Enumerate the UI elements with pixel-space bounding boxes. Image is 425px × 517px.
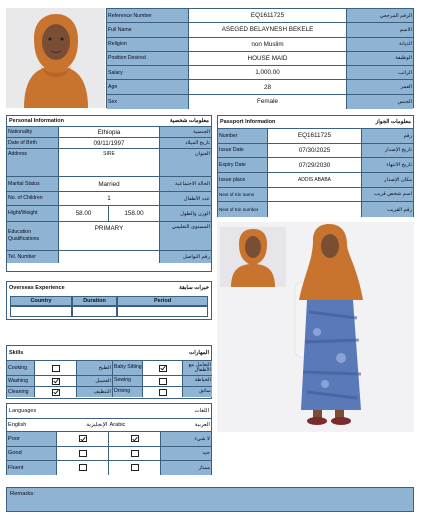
passport-info-row	[218, 129, 413, 144]
full-body-illustration	[217, 222, 414, 432]
passport-info-title-ar: معلومات الجواز	[375, 119, 411, 125]
top-info-label: Religion	[107, 38, 189, 51]
language-check-cell	[57, 447, 109, 461]
top-info-label-ar: الرقم المرجعي	[347, 9, 413, 22]
skill-label-ar: التعامل مع الأطفال	[183, 361, 212, 375]
arabic-level-checkbox[interactable]	[131, 450, 139, 457]
skill-check-cell	[35, 361, 77, 375]
skills-table	[6, 345, 212, 399]
top-info-value: Female	[189, 95, 347, 109]
top-info-label-ar: الوظيفة	[347, 52, 413, 65]
passport-info-value	[268, 202, 362, 217]
check-icon	[53, 389, 59, 395]
skill-checkbox[interactable]	[52, 378, 60, 385]
overseas-cell	[10, 306, 72, 317]
top-info-label: Age	[107, 80, 189, 93]
language-row	[7, 431, 211, 446]
top-info-row	[107, 80, 413, 94]
language-check-cell	[109, 461, 161, 475]
personal-info-label-ar: تاريخ الميلاد	[160, 138, 211, 148]
arabic-level-checkbox[interactable]	[131, 464, 139, 471]
languages-header	[7, 404, 211, 418]
personal-info-header	[7, 116, 211, 127]
passport-info-label-ar: تاريخ الإصدار	[362, 144, 413, 158]
passport-info-label-ar: تاريخ الانتهاء	[362, 158, 413, 172]
remarks-box	[6, 487, 414, 512]
personal-info-row	[7, 206, 211, 222]
passport-info-label-ar: رقم	[362, 129, 413, 143]
personal-info-label: No. of Children	[7, 192, 59, 205]
skills-header	[7, 346, 211, 359]
personal-info-label: Tel. Number	[7, 251, 59, 263]
top-info-table	[106, 8, 414, 108]
skills-row	[7, 375, 212, 386]
overseas-title-ar: خبرات سابقة	[179, 285, 209, 291]
personal-info-row	[7, 138, 211, 149]
english-level-checkbox[interactable]	[79, 435, 87, 442]
passport-info-row	[218, 158, 413, 173]
skills-title-ar: المهارات	[189, 349, 209, 356]
languages-title-ar: اللغات	[194, 408, 209, 414]
check-icon	[160, 365, 166, 371]
passport-info-value: ADDIS ABABA	[268, 173, 362, 187]
overseas-cell	[72, 306, 117, 317]
top-info-label-ar: الاسم	[347, 23, 413, 36]
personal-info-value: 1	[59, 192, 160, 205]
top-info-label-ar: الراتب	[347, 66, 413, 79]
portrait-photo	[6, 8, 105, 108]
top-info-label-ar: العمر	[347, 80, 413, 93]
languages-col-english: English	[7, 419, 57, 431]
personal-info-row	[7, 177, 211, 192]
personal-info-value: Married	[59, 177, 160, 191]
languages-table	[6, 403, 212, 475]
personal-info-label: Marital Status	[7, 177, 59, 191]
personal-info-row	[7, 192, 211, 206]
language-check-cell	[109, 432, 161, 446]
language-row	[7, 446, 211, 461]
personal-info-value: Ethiopia	[59, 127, 160, 137]
passport-info-row	[218, 144, 413, 159]
top-info-value: HOUSE MAID	[189, 52, 347, 65]
language-level-label: Fluent	[7, 461, 57, 475]
language-level-label: Poor	[7, 432, 57, 446]
skills-row	[7, 386, 212, 397]
top-info-row	[107, 95, 413, 109]
top-info-value: ASEGED BELAYNESH BEKELE	[189, 23, 347, 36]
skills-row	[7, 360, 212, 375]
passport-info-title: Passport Information	[220, 119, 276, 125]
languages-col-header	[7, 418, 211, 431]
personal-info-value	[59, 251, 160, 263]
skill-label-ar: الخياطة	[183, 376, 212, 386]
top-info-row	[107, 23, 413, 37]
passport-info-value	[268, 188, 362, 202]
personal-info-value: 09/11/1997	[59, 138, 160, 148]
top-info-label-ar: الديانة	[347, 38, 413, 51]
personal-info-table	[6, 115, 212, 272]
passport-info-label-ar: مكان الإصدار	[362, 173, 413, 187]
top-info-label: Salary	[107, 66, 189, 79]
passport-info-label-ar: رقم القريب	[362, 202, 413, 217]
top-info-label-ar: الجنس	[347, 95, 413, 109]
passport-info-row	[218, 173, 413, 188]
language-level-label-ar: جيد	[161, 447, 211, 461]
skill-checkbox[interactable]	[159, 378, 167, 385]
passport-info-label: Expiry Date	[218, 158, 268, 172]
passport-info-table	[217, 115, 414, 217]
languages-col-arabic: Arabic	[109, 419, 161, 431]
skill-check-cell	[143, 376, 183, 386]
personal-info-title: Personal Information	[9, 118, 65, 124]
top-info-row	[107, 9, 413, 23]
hw-values	[59, 206, 160, 221]
arabic-level-checkbox[interactable]	[131, 435, 139, 442]
skill-check-cell	[143, 361, 183, 375]
check-icon	[53, 378, 59, 384]
language-check-cell	[57, 461, 109, 475]
passport-info-value: 07/30/2025	[268, 144, 362, 158]
check-icon	[132, 436, 138, 442]
top-info-value: EQ1611725	[189, 9, 347, 22]
personal-info-label: Hight/Weight	[7, 206, 59, 221]
skill-checkbox[interactable]	[52, 365, 60, 372]
passport-info-header	[218, 116, 413, 129]
top-info-label: Position Desired	[107, 52, 189, 65]
skill-label: Sewing	[113, 376, 143, 386]
skill-label: Driving	[113, 387, 143, 397]
personal-info-row	[7, 251, 211, 263]
overseas-col-header: Country	[10, 296, 72, 306]
personal-info-label: Nationality	[7, 127, 59, 137]
english-level-checkbox[interactable]	[79, 450, 87, 457]
skill-check-cell	[35, 387, 77, 397]
languages-col-arabic-ar: العربية	[160, 419, 211, 431]
personal-info-row	[7, 222, 211, 251]
top-info-row	[107, 52, 413, 66]
passport-info-label: Next of Kin number	[218, 202, 268, 217]
top-info-value: 28	[189, 80, 347, 93]
skill-label-ar: الطبخ	[77, 361, 113, 375]
top-info-label: Full Name	[107, 23, 189, 36]
personal-info-label-ar: الوزن والطول	[160, 206, 211, 221]
personal-info-row	[7, 127, 211, 138]
top-info-label: Sex	[107, 95, 189, 109]
skill-label: Washing	[7, 376, 35, 386]
overseas-cell	[117, 306, 208, 317]
personal-info-row	[7, 149, 211, 177]
passport-info-label: Next of Kin name	[218, 188, 268, 202]
skill-checkbox[interactable]	[159, 365, 167, 372]
passport-info-value: 07/29/2030	[268, 158, 362, 172]
check-icon	[80, 436, 86, 442]
language-row	[7, 460, 211, 475]
language-check-cell	[57, 432, 109, 446]
top-info-label: Reference Number	[107, 9, 189, 22]
top-info-value: non Muslim	[189, 38, 347, 51]
passport-info-row	[218, 188, 413, 203]
passport-info-label: Issue Date	[218, 144, 268, 158]
full-body-photo	[217, 222, 414, 432]
top-info-row	[107, 38, 413, 52]
personal-info-label-ar: المستوى التعليمي	[160, 222, 211, 250]
personal-info-label-ar: الجنسية	[160, 127, 211, 137]
skill-label: Cooking	[7, 361, 35, 375]
skill-checkbox[interactable]	[52, 389, 60, 396]
remarks-label: Remarks:	[10, 491, 35, 497]
overseas-header	[7, 282, 211, 294]
personal-info-label-ar: العنوان	[160, 149, 211, 176]
passport-info-label: Number	[218, 129, 268, 143]
passport-info-label: Issue place	[218, 173, 268, 187]
personal-info-label-ar: الحالة الاجتماعية	[160, 177, 211, 191]
overseas-col-header: Duration	[72, 296, 117, 306]
weight-value: 58.00	[59, 206, 109, 221]
overseas-col-header: Period	[117, 296, 208, 306]
overseas-empty-row	[10, 306, 208, 317]
height-value: 158.00	[109, 206, 159, 221]
overseas-experience-table	[6, 281, 212, 320]
personal-info-label-ar: رقم التواصل	[160, 251, 211, 263]
personal-info-label: Date of Birth	[7, 138, 59, 148]
skills-title: Skills	[9, 349, 24, 356]
language-level-label-ar: لا شيء	[161, 432, 211, 446]
languages-col-english-ar: الإنجليزية	[57, 419, 109, 431]
languages-title: Languages	[9, 408, 37, 414]
portrait-illustration	[6, 8, 105, 108]
language-level-label-ar: ممتاز	[161, 461, 211, 475]
personal-info-value: PRIMARY	[59, 222, 160, 250]
personal-info-label: Education Qualifications	[7, 222, 59, 250]
personal-info-label: Address	[7, 149, 59, 176]
passport-info-row	[218, 202, 413, 217]
personal-info-label-ar: عدد الأطفال	[160, 192, 211, 205]
overseas-title: Overseas Experience	[9, 285, 65, 291]
top-info-value: 1,000.00	[189, 66, 347, 79]
skill-label: Cleaning	[7, 387, 35, 397]
top-info-row	[107, 66, 413, 80]
passport-info-value: EQ1611725	[268, 129, 362, 143]
passport-info-label-ar: اسم شخص قريب	[362, 188, 413, 202]
skill-label: Baby Sitting	[113, 361, 143, 375]
personal-info-value: SIRE	[59, 149, 160, 176]
overseas-grid	[10, 296, 208, 317]
personal-info-title-ar: معلومات شخصية	[169, 118, 209, 124]
language-check-cell	[109, 447, 161, 461]
english-level-checkbox[interactable]	[79, 464, 87, 471]
skill-label-ar: الغسيل	[77, 376, 113, 386]
skill-check-cell	[35, 376, 77, 386]
skill-checkbox[interactable]	[159, 389, 167, 396]
skill-label-ar: سائق	[183, 387, 212, 397]
skill-label-ar: التنظيف	[77, 387, 113, 397]
language-level-label: Good	[7, 447, 57, 461]
skill-check-cell	[143, 387, 183, 397]
